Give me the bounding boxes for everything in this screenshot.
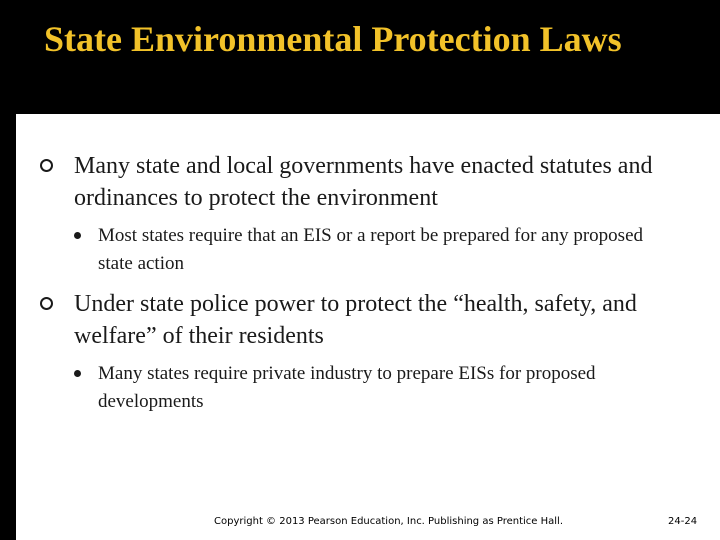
bullet-item [40, 150, 680, 278]
title-band [0, 0, 720, 114]
sub-bullet-text: Most states require that an EIS or a report be prepared for any proposed state action [98, 225, 644, 274]
sub-bullet-list [74, 222, 680, 278]
sub-bullet-item [74, 360, 680, 416]
bullet-list [40, 150, 680, 426]
bullet-text: Many state and local governments have enacted statutes and ordinances to protect the environment [74, 153, 653, 211]
square-bullet-icon [74, 232, 81, 239]
square-bullet-icon [74, 370, 81, 377]
page-number: 24-24 [668, 516, 698, 527]
sub-bullet-item [74, 222, 680, 278]
slide-title: State Environmental Protection Laws [44, 19, 622, 59]
sub-bullet-list [74, 360, 680, 416]
copyright-footer: Copyright © 2013 Pearson Education, Inc. Publishing as Prentice Hall. [214, 516, 563, 527]
bullet-item [40, 288, 680, 416]
hollow-circle-bullet-icon [40, 297, 53, 310]
sub-bullet-text: Many states require private industry to prepare EISs for proposed developments [98, 363, 596, 412]
hollow-circle-bullet-icon [40, 159, 53, 172]
bullet-text: Under state police power to protect the “health, safety, and welfare” of their residents [74, 291, 637, 349]
